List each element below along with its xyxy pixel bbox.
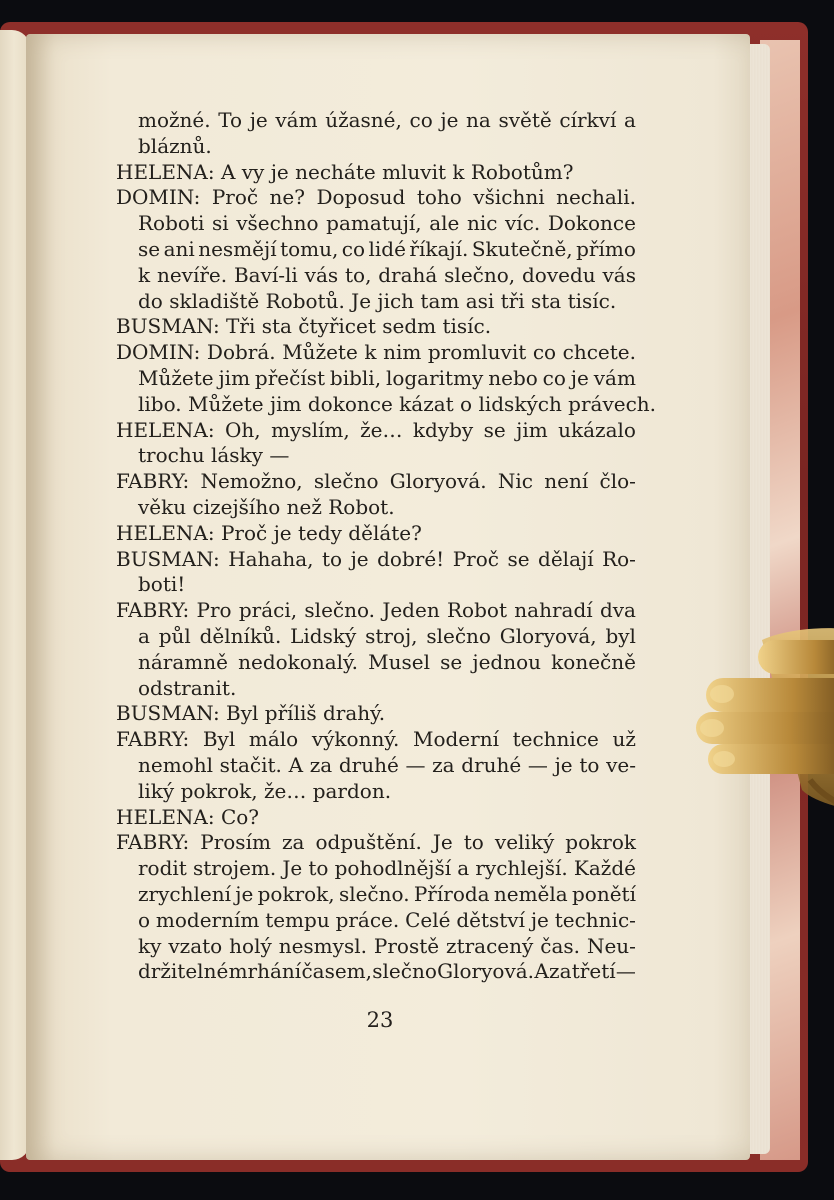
text-line: HELENA: Oh, myslím, že… kdyby se jim ukázalo [116, 417, 636, 442]
text-line: možné. To je vám úžasné, co je na světě církví a [138, 108, 636, 132]
text-line: věku cizejšího než Robot. [138, 494, 395, 519]
brass-hand-page-holder [692, 620, 834, 820]
text-line: k nevíře. Baví-li vás to, drahá slečno, dovedu vás [138, 262, 636, 287]
text-line: rodit strojem. Je to pohodlnější a rychlejší. Každé [138, 856, 636, 881]
text-line: BUSMAN: Hahaha, to je dobré! Proč se dělají Ro- [116, 546, 636, 571]
text-line: libo. Můžete jim dokonce kázat o lidských právech. [138, 391, 657, 416]
text-line: HELENA: Co? [116, 804, 260, 829]
text-line: DOMIN: Dobrá. Můžete k nim promluvit co chcete. [116, 340, 636, 365]
page-text [116, 108, 657, 985]
text-line: Můžete jim přečíst bibli, logaritmy nebo co je vám [138, 365, 636, 390]
page-number: 23 [366, 1008, 394, 1032]
text-line: Roboti si všechno pamatují, ale nic víc. Dokonce [138, 211, 636, 236]
text-line: držitelné mrhání časem, slečno Gloryová. A za třetí — [138, 959, 636, 984]
text-line: ky vzato holý nesmysl. Prostě ztracený čas. Neu- [138, 933, 636, 958]
text-line: zrychlení je pokrok, slečno. Příroda neměla ponětí [138, 881, 636, 906]
text-line: FABRY: Byl málo výkonný. Moderní technice už [116, 727, 636, 752]
text-line: HELENA: Proč je tedy děláte? [116, 520, 422, 545]
text-line: liký pokrok, že… pardon. [138, 778, 392, 803]
text-line: a půl dělníků. Lidský stroj, slečno Gloryová, byl [138, 623, 636, 648]
text-line: nemohl stačit. A za druhé — za druhé — je to ve- [138, 752, 636, 777]
text-line: do skladiště Robotů. Je jich tam asi tři sta tisíc. [138, 288, 617, 313]
text-line: FABRY: Pro práci, slečno. Jeden Robot nahradí dva [116, 598, 636, 623]
text-line: HELENA: A vy je necháte mluvit k Robotům? [116, 159, 574, 184]
text-line: FABRY: Nemožno, slečno Gloryová. Nic není člo- [116, 469, 636, 494]
text-line: BUSMAN: Tři sta čtyřicet sedm tisíc. [116, 314, 492, 339]
text-line: FABRY: Prosím za odpuštění. Je to veliký pokrok [116, 830, 636, 855]
text-line: bláznů. [138, 133, 212, 158]
text-line: se ani nesmějí tomu, co lidé říkají. Skutečně, přímo [138, 236, 636, 261]
text-line: BUSMAN: Byl příliš drahý. [116, 701, 386, 726]
text-line: o moderním tempu práce. Celé dětství je technic- [138, 907, 636, 932]
text-line: boti! [138, 572, 186, 597]
text-line: DOMIN: Proč ne? Doposud toho všichni nechali. [116, 185, 636, 210]
text-line: náramně nedokonalý. Musel se jednou konečně [138, 649, 636, 674]
text-line: trochu lásky — [138, 443, 290, 468]
text-line: odstranit. [138, 675, 237, 700]
